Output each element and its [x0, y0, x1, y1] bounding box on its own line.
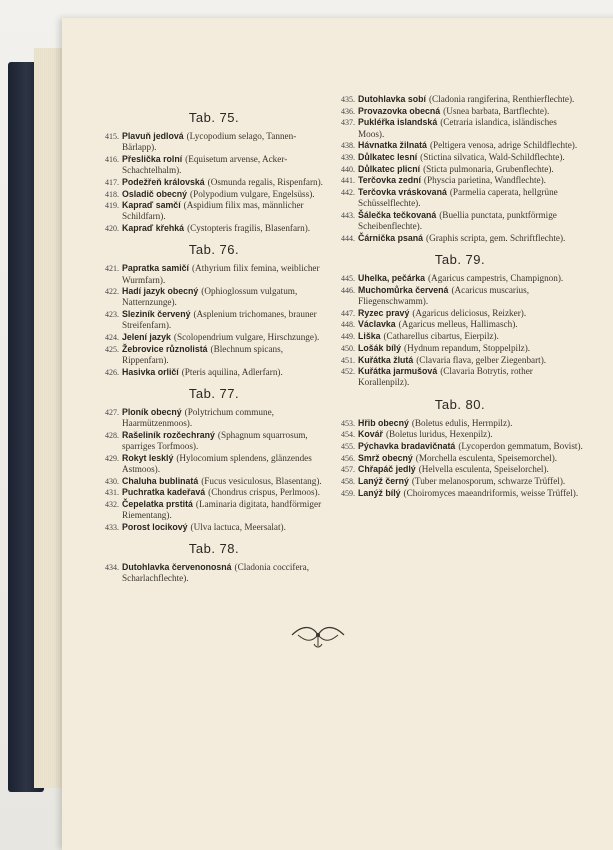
species-name: Papratka samičí	[122, 263, 189, 274]
latin-name: (Fucus vesiculosus, Blasentang).	[201, 475, 322, 486]
entry-number: 416.	[105, 154, 119, 164]
latin-name: (Agaricus melleus, Hallimasch).	[398, 319, 518, 330]
species-name: Kuřátka žlutá	[358, 354, 414, 365]
entry-number: 417.	[105, 177, 119, 187]
list-item	[100, 131, 328, 153]
list-item	[336, 273, 584, 284]
latin-name: (Sticta pulmonaria, Grubenflechte).	[423, 163, 554, 174]
latin-name: (Cystopteris fragilis, Blasenfarn).	[187, 223, 311, 234]
latin-name: (Tuber melanosporum, schwarze Trüffel).	[411, 476, 566, 487]
species-name: Hávnatka žilnatá	[358, 140, 427, 151]
list-item	[336, 418, 584, 429]
latin-name: (Blechnum spicans, Rippenfarn).	[122, 343, 284, 365]
list-item	[100, 344, 328, 366]
left-column	[100, 102, 328, 585]
species-name: Puchratka kadeřavá	[122, 487, 206, 498]
list-item	[100, 154, 328, 176]
species-name: Muchomůrka červená	[358, 284, 449, 295]
entry-number: 452.	[341, 367, 355, 377]
entry-number: 449.	[341, 332, 355, 342]
latin-name: (Clavaria flava, gelber Ziegenbart).	[416, 354, 547, 365]
latin-name: (Parmelia caperata, hellgrüne Schüsselflechte).	[358, 187, 558, 209]
latin-name: (Morchella esculenta, Speisemorchel).	[415, 452, 558, 463]
list-item	[100, 407, 328, 429]
species-name: Uhelka, pečárka	[358, 273, 425, 284]
entry-number: 447.	[341, 308, 355, 318]
list-item	[336, 441, 584, 452]
latin-name: (Equisetum arvense, Acker-Schachtelhalm).	[122, 153, 288, 176]
entry-number: 442.	[341, 188, 355, 198]
entry-number: 440.	[341, 164, 355, 174]
entry-number: 455.	[341, 442, 355, 452]
species-name: Chřapáč jedlý	[358, 464, 416, 475]
species-name: Hřib obecný	[358, 417, 409, 428]
entry-number: 433.	[105, 522, 119, 532]
latin-name: (Scolopendrium vulgare, Hirschzunge).	[173, 332, 320, 343]
entry-number: 439.	[341, 153, 355, 163]
entry-number: 453.	[341, 418, 355, 428]
list-item	[336, 164, 584, 175]
species-name: Žebrovice různolistá	[122, 343, 208, 354]
list-item	[336, 308, 584, 319]
list-item	[100, 263, 328, 285]
latin-name: (Hydnum repandum, Stoppelpilz).	[404, 342, 531, 353]
entry-number: 438.	[341, 141, 355, 151]
entry-number: 422.	[105, 287, 119, 297]
latin-name: (Pteris aquilina, Adlerfarn).	[181, 366, 283, 377]
list-item	[100, 522, 328, 533]
species-name: Čárnička psaná	[358, 232, 424, 243]
list-item	[336, 94, 584, 105]
species-name: Přeslička rolní	[122, 153, 183, 164]
list-item	[336, 488, 584, 499]
latin-name: (Stictina silvatica, Wald-Schildflechte).	[420, 152, 565, 163]
species-name: Pukléřka islandská	[358, 117, 438, 128]
latin-name: (Cetraria islandica, isländisches Moos).	[358, 117, 557, 139]
latin-name: (Usnea barbata, Bartflechte).	[443, 105, 550, 116]
list-item	[100, 367, 328, 378]
latin-name: (Osmunda regalis, Rispenfarn).	[207, 176, 323, 187]
species-name: Pýchavka bradavičnatá	[358, 441, 456, 452]
list-item	[336, 429, 584, 440]
species-name: Provazovka obecná	[358, 105, 441, 116]
list-item	[100, 430, 328, 452]
list-item	[100, 309, 328, 331]
species-name: Lanýž černý	[358, 476, 409, 487]
entry-number: 446.	[341, 285, 355, 295]
species-name: Hasivka orličí	[122, 366, 179, 377]
latin-name: (Chondrus crispus, Perlmoos).	[208, 487, 320, 498]
latin-name: (Helvella esculenta, Speiselorchel).	[418, 464, 549, 475]
species-name: Sleziník červený	[122, 309, 191, 320]
entry-number: 425.	[105, 344, 119, 354]
species-name: Lošák bílý	[358, 342, 402, 353]
list-item	[336, 464, 584, 475]
species-name: Ploník obecný	[122, 406, 182, 417]
section-heading: Tab. 79.	[434, 252, 486, 268]
entry-number: 445.	[341, 274, 355, 284]
latin-name: (Agaricus campestris, Champignon).	[428, 273, 564, 284]
list-item	[100, 487, 328, 498]
entry-number: 429.	[105, 453, 119, 463]
species-name: Čepelatka prstitá	[122, 498, 193, 509]
list-item	[336, 343, 584, 354]
entry-number: 450.	[341, 343, 355, 353]
species-name: Dutohlavka červenonosná	[122, 562, 232, 573]
entry-number: 432.	[105, 499, 119, 509]
list-item	[100, 177, 328, 188]
entry-number: 430.	[105, 476, 119, 486]
list-item	[100, 200, 328, 222]
species-name: Kovář	[358, 429, 383, 440]
entry-number: 421.	[105, 264, 119, 274]
latin-name: (Acaricus muscarius, Fliegenschwamm).	[358, 284, 530, 307]
latin-name: (Catharellus cibartus, Eierpilz).	[383, 331, 499, 342]
entry-number: 457.	[341, 465, 355, 475]
entry-number: 443.	[341, 211, 355, 221]
entry-number: 441.	[341, 176, 355, 186]
latin-name: (Choiromyces maeandriformis, weisse Trüffel).	[403, 487, 579, 498]
list-item	[336, 117, 584, 139]
species-name: Osladič obecný	[122, 188, 188, 199]
species-name: Chaluha bublinatá	[122, 475, 199, 486]
list-item	[336, 210, 584, 232]
entry-number: 448.	[341, 320, 355, 330]
decorative-ornament	[288, 620, 348, 650]
list-item	[336, 140, 584, 151]
section-heading: Tab. 78.	[188, 541, 240, 557]
list-item	[336, 366, 584, 388]
species-name: Václavka	[358, 319, 396, 330]
latin-name: (Peltigera venosa, adrige Schildflechte).	[429, 140, 578, 151]
entry-number: 419.	[105, 201, 119, 211]
entry-number: 454.	[341, 430, 355, 440]
latin-name: (Graphis scripta, gem. Schriftflechte).	[426, 232, 566, 243]
species-name: Hadí jazyk obecný	[122, 286, 199, 297]
species-name: Liška	[358, 331, 381, 342]
latin-name: (Buellia punctata, punktförmige Scheibenflechte).	[358, 210, 557, 232]
list-item	[100, 332, 328, 343]
species-name: Kapraď křehká	[122, 223, 185, 234]
list-item	[100, 499, 328, 521]
entry-number: 437.	[341, 118, 355, 128]
entry-number: 426.	[105, 367, 119, 377]
species-name: Šálečka tečkovaná	[358, 210, 437, 221]
entry-number: 415.	[105, 132, 119, 141]
latin-name: (Athyrium filix femina, weiblicher Wurmfarn).	[122, 263, 320, 285]
section-heading: Tab. 76.	[188, 242, 240, 258]
species-name: Terčovka vráskovaná	[358, 187, 447, 198]
latin-name: (Asplenium trichomanes, brauner Streifenfarn).	[122, 309, 317, 331]
entry-number: 428.	[105, 430, 119, 440]
species-name: Kapraď samčí	[122, 200, 181, 211]
latin-name: (Polypodium vulgare, Engelsüss).	[190, 188, 315, 199]
list-item	[100, 562, 328, 584]
entry-number: 427.	[105, 407, 119, 417]
entry-number: 436.	[341, 106, 355, 116]
latin-name: (Ophioglossum vulgatum, Natternzunge).	[122, 286, 298, 308]
section-heading: Tab. 80.	[434, 396, 486, 412]
entry-number: 444.	[341, 233, 355, 243]
entry-number: 456.	[341, 453, 355, 463]
species-name: Plavuň jedlová	[122, 131, 184, 141]
list-item	[100, 189, 328, 200]
species-name: Ryzec pravý	[358, 307, 410, 318]
species-name: Důlkatec lesní	[358, 152, 418, 163]
entry-number: 418.	[105, 189, 119, 199]
list-item	[336, 355, 584, 366]
list-item	[336, 285, 584, 307]
list-item	[336, 106, 584, 117]
entry-number: 434.	[105, 563, 119, 573]
latin-name: (Lycopodium selago, Tannen-Bärlapp).	[122, 131, 297, 153]
list-item	[100, 286, 328, 308]
latin-name: (Aspidium filix mas, männlicher Schildfarn).	[122, 200, 304, 222]
species-name: Rokyt lesklý	[122, 452, 174, 463]
entry-number: 420.	[105, 224, 119, 234]
entry-number: 424.	[105, 333, 119, 343]
list-item	[336, 453, 584, 464]
latin-name: (Lycoperdon gemmatum, Bovist).	[458, 441, 583, 452]
section-heading: Tab. 77.	[188, 385, 240, 401]
latin-name: (Agaricus deliciosus, Reizker).	[412, 307, 527, 318]
list-item	[100, 223, 328, 234]
latin-name: (Cladonia rangiferina, Renthierflechte).	[428, 94, 575, 104]
section-heading: Tab. 75.	[188, 110, 240, 125]
latin-name: (Boletus luridus, Hexenpilz).	[385, 429, 493, 440]
species-name: Dutohlavka sobí	[358, 94, 426, 104]
species-name: Jelení jazyk	[122, 332, 171, 343]
entry-number: 435.	[341, 95, 355, 104]
species-name: Rašeliník rozčechraný	[122, 429, 215, 440]
list-item	[336, 187, 584, 209]
list-item	[336, 233, 584, 244]
list-item	[336, 331, 584, 342]
species-name: Kuřátka jarmušová	[358, 366, 438, 377]
entry-number: 458.	[341, 477, 355, 487]
latin-name: (Polytrichum commune, Haarmützenmoos).	[122, 406, 274, 429]
latin-name: (Laminaria digitata, handförmiger Riementang).	[122, 498, 322, 521]
entry-number: 451.	[341, 355, 355, 365]
list-item	[336, 476, 584, 487]
species-name: Lanýž bílý	[358, 487, 401, 498]
list-item	[336, 175, 584, 186]
entry-number: 423.	[105, 310, 119, 320]
right-column	[336, 94, 584, 500]
list-item	[336, 319, 584, 330]
list-item	[100, 476, 328, 487]
species-name: Terčovka zední	[358, 175, 421, 186]
latin-name: (Physcia parietina, Wandflechte).	[423, 175, 546, 186]
latin-name: (Cladonia coccifera, Scharlachflechte).	[122, 562, 309, 584]
species-name: Důlkatec plicní	[358, 163, 421, 174]
latin-name: (Boletus edulis, Herrnpilz).	[411, 417, 513, 428]
latin-name: (Hylocomium splendens, glänzendes Astmoos).	[122, 452, 312, 474]
species-name: Podežřeň královská	[122, 176, 205, 187]
entry-number: 459.	[341, 488, 355, 498]
list-item	[336, 152, 584, 163]
entry-number: 431.	[105, 488, 119, 498]
list-item	[100, 453, 328, 475]
latin-name: (Ulva lactuca, Meersalat).	[190, 521, 286, 532]
species-name: Smrž obecný	[358, 452, 413, 463]
species-name: Porost locikový	[122, 521, 188, 532]
latin-name: (Clavaria Botrytis, rother Korallenpilz).	[358, 366, 533, 388]
latin-name: (Sphagnum squarrosum, sparriges Torfmoos).	[122, 429, 308, 451]
